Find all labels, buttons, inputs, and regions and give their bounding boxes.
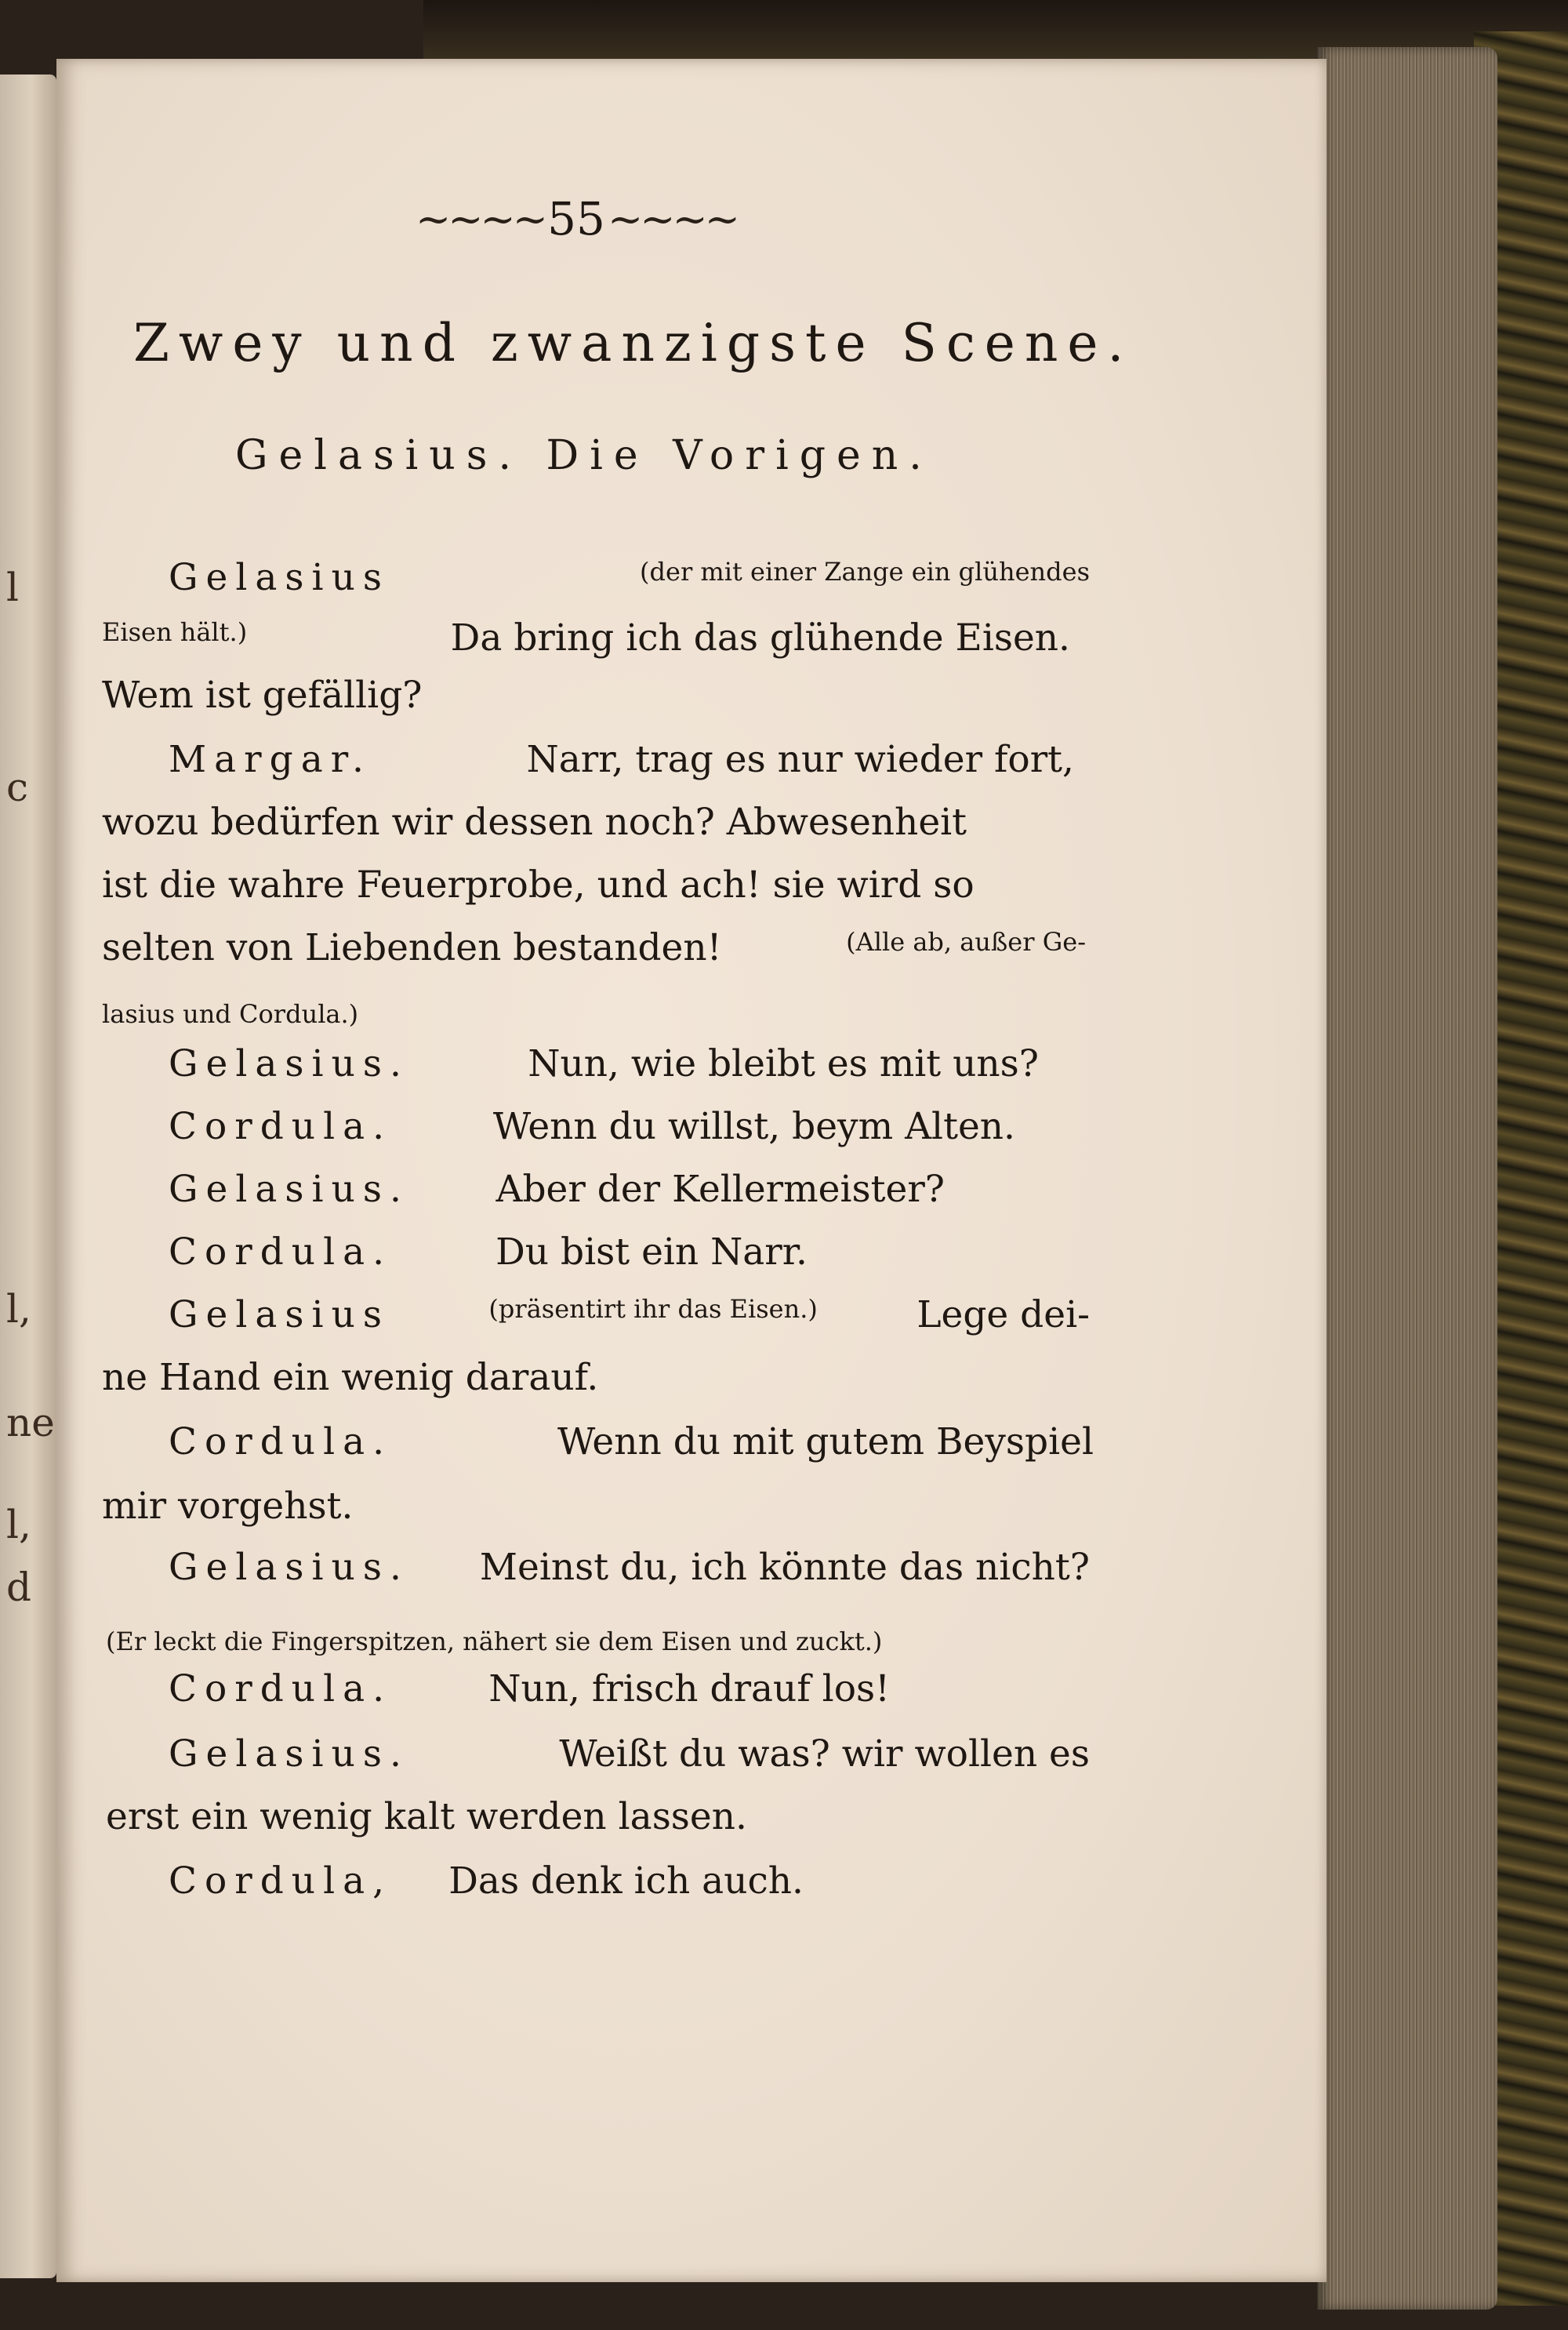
dialogue-line (169, 1042, 1039, 1085)
speech-text: wozu bedürfen wir dessen noch? Abwesenheit (102, 801, 967, 844)
speech-text: ist die wahre Feuerprobe, und ach! sie wird so (102, 863, 975, 907)
speaker-name: Gelasius. (169, 1168, 409, 1211)
dialogue-line (169, 1105, 1015, 1148)
dialogue-line (169, 1667, 890, 1710)
dialogue-line (102, 674, 423, 717)
edge-char: d (6, 1565, 32, 1610)
dialogue-line (169, 738, 1074, 781)
page-number: 55 (547, 192, 605, 245)
speaker-name: Gelasius (169, 1293, 390, 1336)
edge-char: l, (6, 1502, 31, 1547)
speaker-name: Cordula. (169, 1105, 393, 1148)
dialogue-line (106, 1795, 747, 1838)
speaker-name: Cordula. (169, 1667, 393, 1710)
speech-text: Meinst du, ich könnte das nicht? (479, 1546, 1090, 1589)
dialogue-line (169, 556, 1090, 599)
previous-page-text (6, 75, 53, 2278)
speech-text: Aber der Kellermeister? (495, 1168, 945, 1211)
cast-line: Gelasius. Die Vorigen. (235, 432, 933, 479)
edge-char: ne (6, 1400, 55, 1445)
speaker-name: Gelasius. (169, 1732, 409, 1776)
speaker-name: Cordula. (169, 1420, 393, 1463)
edge-char: l (6, 565, 19, 610)
dialogue-line (169, 1420, 1094, 1463)
speech-text: Da bring ich das glühende Eisen. (450, 616, 1070, 660)
dialogue-line (102, 992, 358, 1029)
dialogue-line (169, 1546, 1090, 1589)
dialogue-line (102, 801, 967, 844)
dialogue-line (102, 863, 975, 907)
header-ornament-left: ~~~~ (416, 194, 545, 244)
page-header (416, 192, 737, 245)
edge-char: l, (6, 1286, 31, 1332)
dialogue-line (169, 1230, 808, 1274)
speech-text: Wenn du mit gutem Beyspiel (557, 1420, 1094, 1463)
speech-text: Lege dei- (916, 1293, 1090, 1336)
speaker-name: Gelasius (169, 556, 390, 599)
speaker-name: Margar. (169, 738, 372, 781)
speech-text: Wem ist gefällig? (102, 674, 423, 717)
dialogue-line (102, 1485, 354, 1528)
page-block-edge (1317, 47, 1497, 2310)
speech-text: mir vorgehst. (102, 1485, 354, 1528)
dialogue-line (169, 1168, 945, 1211)
dialogue-line (106, 1619, 882, 1656)
dialogue-line (169, 1293, 1090, 1336)
dialogue-line (169, 1859, 804, 1903)
speech-text: Das denk ich auch. (448, 1859, 804, 1903)
scene-title: Zwey und zwanzigste Scene. (133, 313, 1134, 373)
stage-direction: (Alle ab, außer Ge- (846, 927, 1086, 957)
speaker-name: Cordula. (169, 1230, 393, 1274)
stage-direction: (präsentirt ihr das Eisen.) (488, 1294, 818, 1324)
speech-text: Weißt du was? wir wollen es (559, 1732, 1090, 1776)
previous-page-edge (0, 75, 56, 2278)
speech-text: selten von Liebenden bestanden! (102, 926, 722, 969)
dialogue-line (102, 926, 1086, 969)
dialogue-line (102, 1356, 599, 1399)
speech-text: Nun, frisch drauf los! (488, 1667, 890, 1710)
speech-text: Nun, wie bleibt es mit uns? (528, 1042, 1039, 1085)
speech-text: Du bist ein Narr. (495, 1230, 808, 1274)
stage-direction: lasius und Cordula.) (102, 999, 359, 1029)
dialogue-line (169, 1732, 1090, 1776)
header-ornament-right: ~~~~ (608, 194, 737, 244)
stage-direction: (Er leckt die Fingerspitzen, nähert sie dem Eisen und zuckt.) (106, 1627, 883, 1656)
speaker-name: Gelasius. (169, 1042, 409, 1085)
speaker-name: Cordula, (169, 1859, 393, 1903)
dialogue-line (102, 616, 1070, 660)
edge-char: c (6, 765, 29, 810)
stage-direction: Eisen hält.) (102, 617, 248, 647)
speech-text: Wenn du willst, beym Alten. (492, 1105, 1015, 1148)
speech-text: ne Hand ein wenig darauf. (102, 1356, 599, 1399)
speaker-name: Gelasius. (169, 1546, 409, 1589)
speech-text: Narr, trag es nur wieder fort, (526, 738, 1074, 781)
speech-text: erst ein wenig kalt werden lassen. (106, 1795, 747, 1838)
stage-direction: (der mit einer Zange ein glühendes (640, 557, 1090, 587)
